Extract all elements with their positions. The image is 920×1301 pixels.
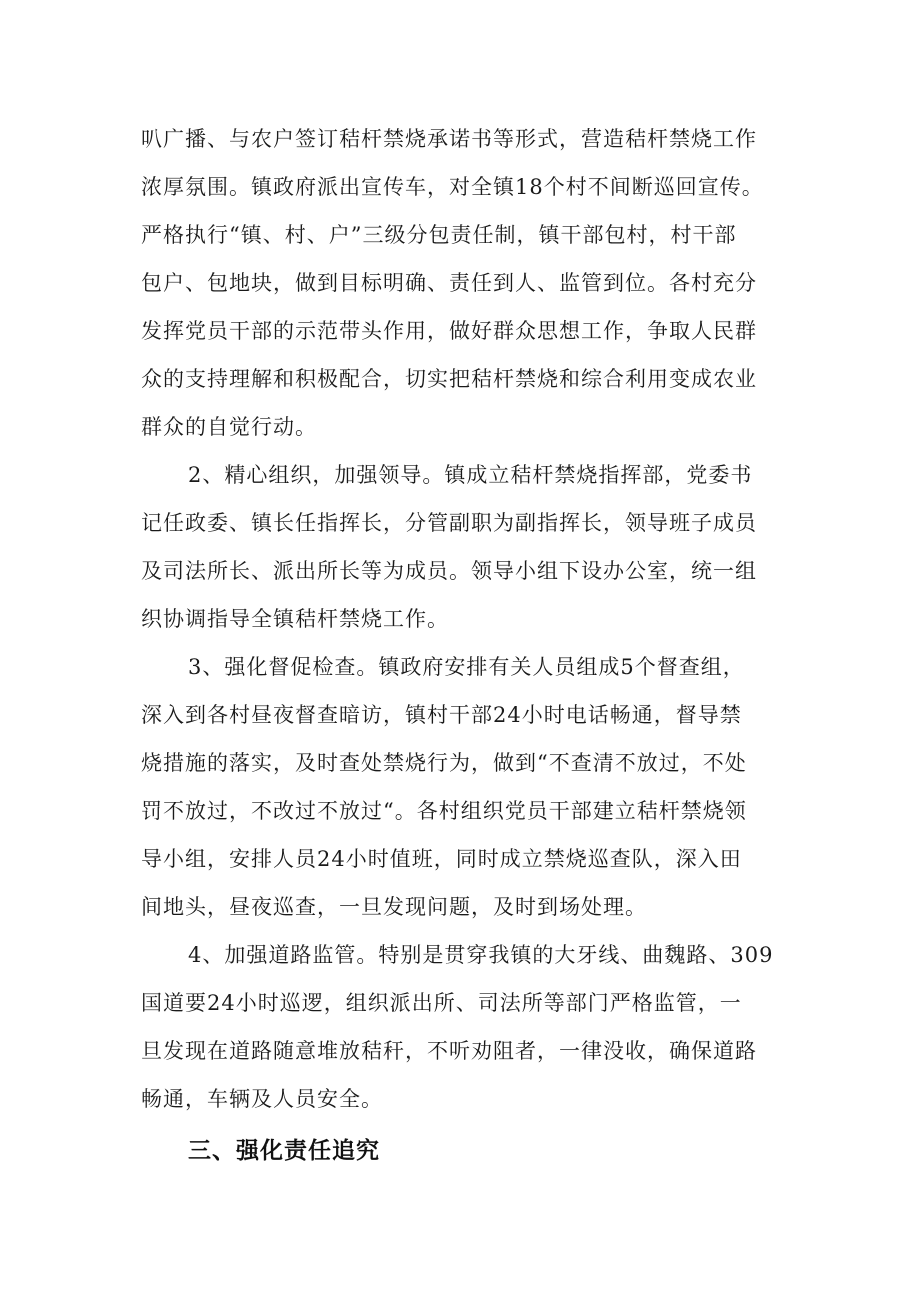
text-line: 及司法所长、派出所长等为成员。领导小组下设办公室，统一组 [141, 559, 757, 583]
text-line: 发挥党员干部的示范带头作用，做好群众思想工作，争取人民群 [141, 319, 757, 343]
text-line: 畅通，车辆及人员安全。 [141, 1087, 383, 1111]
text-line: 罚不放过，不改过不放过“。各村组织党员干部建立秸杆禁烧领 [141, 799, 747, 823]
text-line: 叭广播、与农户签订秸杆禁烧承诺书等形式，营造秸杆禁烧工作 [141, 127, 757, 151]
text-line: 记任政委、镇长任指挥长，分管副职为副指挥长，领导班子成员 [141, 511, 757, 535]
section-heading: 三、强化责任追究 [188, 1138, 380, 1164]
text-line: 国道要24小时巡逻，组织派出所、司法所等部门严格监管，一 [141, 991, 742, 1015]
text-line: 群众的自觉行动。 [141, 415, 317, 439]
paragraph-4-start: 4、加强道路监管。特别是贯穿我镇的大牙线、曲魏路、309 [188, 943, 774, 967]
text-line: 深入到各村昼夜督查暗访，镇村干部24小时电话畅通，督导禁 [141, 703, 742, 727]
paragraph-3-start: 3、强化督促检查。镇政府安排有关人员组成5个督查组， [188, 655, 745, 679]
text-line: 严格执行“镇、村、户”三级分包责任制，镇干部包村，村干部 [141, 223, 737, 247]
text-line: 导小组，安排人员24小时值班，同时成立禁烧巡查队，深入田 [141, 847, 742, 871]
text-line: 烧措施的落实，及时查处禁烧行为，做到“不查清不放过，不处 [141, 751, 747, 775]
text-line: 间地头，昼夜巡查，一旦发现问题，及时到场处理。 [141, 895, 647, 919]
text-line: 浓厚氛围。镇政府派出宣传车，对全镇18个村不间断巡回宣传。 [141, 175, 764, 199]
text-line: 众的支持理解和积极配合，切实把秸杆禁烧和综合利用变成农业 [141, 367, 757, 391]
paragraph-2-start: 2、精心组织，加强领导。镇成立秸杆禁烧指挥部，党委书 [188, 463, 753, 487]
text-line: 包户、包地块，做到目标明确、责任到人、监管到位。各村充分 [141, 271, 757, 295]
text-line: 旦发现在道路随意堆放秸秆，不听劝阻者，一律没收，确保道路 [141, 1039, 757, 1063]
text-line: 织协调指导全镇秸杆禁烧工作。 [141, 607, 449, 631]
